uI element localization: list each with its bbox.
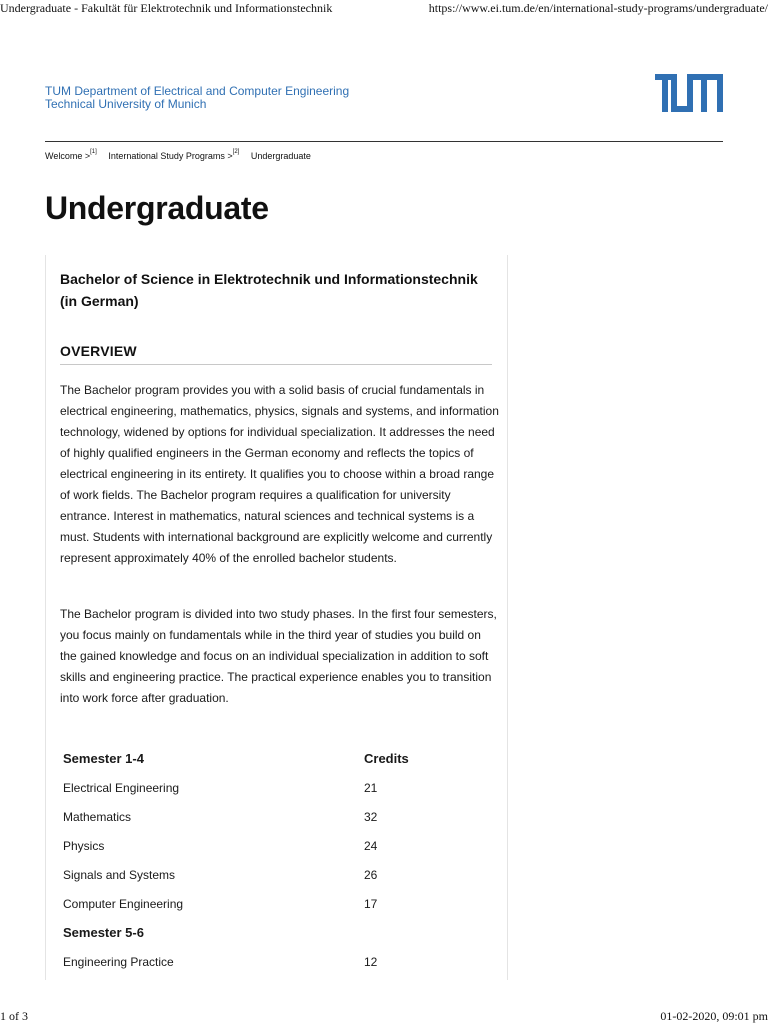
semester-group-row [63, 918, 463, 947]
overview-paragraph-2: The Bachelor program is divided into two study phases. In the first four semesters, you focus mainly on fundamentals while in the third year of studies you build on the gained knowledge and focus on an individual specialization in addition to soft skills and engineering practice. The practical experience enables you to transition into work force after graduation. [60, 607, 497, 705]
breadcrumb-label: Welcome [45, 151, 83, 161]
breadcrumb-item-welcome[interactable] [45, 151, 97, 161]
overview-heading: OVERVIEW [60, 343, 137, 359]
overview-divider [60, 364, 492, 365]
breadcrumb-ref: [1] [90, 149, 97, 155]
tum-logo-icon[interactable] [655, 74, 723, 112]
breadcrumb-ref: [2] [232, 149, 240, 155]
credits-cell: 32 [364, 809, 378, 824]
credits-cell: 24 [364, 838, 378, 853]
semester-group-label: Semester 5-6 [63, 925, 144, 940]
subject-cell: Physics [63, 838, 105, 853]
page-title: Undergraduate [45, 190, 269, 226]
table-row [63, 860, 463, 889]
university-link[interactable]: Technical University of Munich [45, 97, 207, 111]
print-footer [0, 1009, 768, 1024]
breadcrumb-item-international-study-programs[interactable] [108, 151, 239, 161]
table-row [63, 802, 463, 831]
subject-cell: Mathematics [63, 809, 132, 824]
print-header [0, 0, 768, 18]
subject-cell: Engineering Practice [63, 954, 174, 969]
breadcrumb-label: International Study Programs [108, 151, 225, 161]
credits-cell: 17 [364, 896, 378, 911]
credits-header: Credits [364, 751, 409, 766]
table-header-row [63, 744, 463, 773]
breadcrumb-separator: > [84, 151, 91, 161]
overview-paragraph-1: The Bachelor program provides you with a solid basis of crucial fundamentals in electrical engineering, mathematics, physics, signals and systems, and information technology, widened by options for individual specialization. It addresses the need of highly qualified engineers in the German economy and reflects the topics of electrical engineering in its entirety. It qualifies you to choose within a broad range of work fields. The Bachelor program requires a qualification for university entrance. Interest in mathematics, natural sciences and technical systems is a must. Students with international background are explicitly welcome and currently represent approximately 40% of the enrolled bachelor students. [60, 383, 499, 565]
breadcrumb [45, 151, 311, 161]
print-header-title: Undergraduate - Fakultät für Elektrotechnik und Informationstechnik [0, 1, 333, 15]
table-row [63, 889, 463, 918]
credits-cell: 26 [364, 867, 378, 882]
table-row [63, 947, 463, 976]
subject-cell: Electrical Engineering [63, 780, 180, 795]
credits-cell: 12 [364, 954, 378, 969]
breadcrumb-item-undergraduate: Undergraduate [250, 151, 311, 161]
org-block [45, 85, 349, 111]
program-title: Bachelor of Science in Elektrotechnik und Informationstechnik (in German) [60, 271, 478, 309]
page-number: 1 of 3 [0, 1009, 28, 1023]
credits-cell: 21 [364, 780, 378, 795]
print-header-url: https://www.ei.tum.de/en/international-study-programs/undergraduate/ [428, 1, 768, 15]
subject-cell: Computer Engineering [63, 896, 184, 911]
credits-table [63, 744, 463, 976]
header-divider [45, 141, 723, 142]
department-link[interactable]: TUM Department of Electrical and Computer Engineering [45, 84, 350, 98]
table-row [63, 831, 463, 860]
subject-cell: Signals and Systems [63, 867, 176, 882]
breadcrumb-separator: > [227, 151, 233, 161]
print-datetime: 01-02-2020, 09:01 pm [660, 1009, 768, 1023]
semester-header: Semester 1-4 [63, 751, 144, 766]
table-row [63, 773, 463, 802]
